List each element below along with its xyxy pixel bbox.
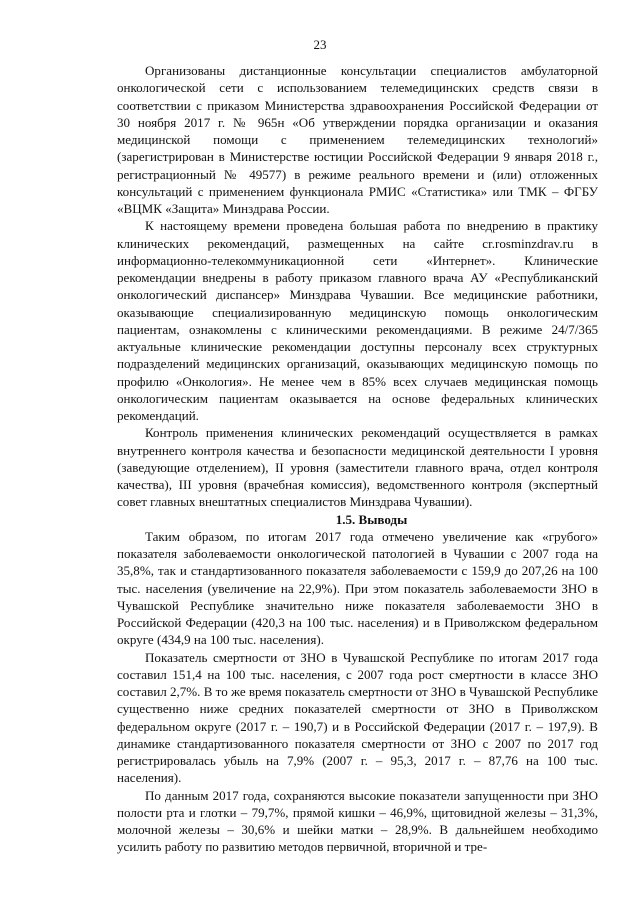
paragraph-mortality: Показатель смертности от ЗНО в Чувашской Республике по итогам 2017 года составил 151,4 на 100 тыс. населения, с 2007 года рост смертности в классе ЗНО составил 2,7%. В то же время показатель смертности от ЗНО в Чувашской Республике существенно ниже средних показателей смертности от ЗНО в Приволжском федеральном округе (2017 г. – 190,7) и в Российской Федерации (2017 г. – 197,9). В динамике стандартизованного показателя смертности от ЗНО с 2007 по 2017 год регистрировалась убыль на 7,9% (2007 г. – 95,3, 2017 г. – 87,76 на 100 тыс. населения). bbox=[117, 649, 598, 786]
paragraph-late-stage: По данным 2017 года, сохраняются высокие показатели запущенности при ЗНО полости рта и глотки – 79,7%, прямой кишки – 46,9%, щитовидной железы – 31,3%, молочной железы – 30,6% и шейки матки – 28,9%. В дальнейшем необходимо усилить работу по развитию методов первичной, вторичной и тре- bbox=[117, 787, 598, 855]
paragraph-clinical-guidelines: К настоящему времени проведена большая работа по внедрению в практику клинических рекомендаций, размещенных на сайте cr.rosminzdrav.ru в информационно-телекоммуникационной сети «Интернет». Клинические рекомендации внедрены в работу приказом главного врача АУ «Республиканский онкологический диспансер» Минздрава Чувашии. Все медицинские работники, оказывающие специализированную медицинскую помощь онкологическим пациентам, ознакомлены с клиническими рекомендациями. В режиме 24/7/365 актуальные клинические рекомендации доступны персоналу всех структурных подразделений медицинских организаций, оказывающих медицинскую помощь по профилю «Онкология». Не менее чем в 85% всех случаев медицинская помощь онкологическим пациентам оказывается на основе федеральных клинических рекомендаций. bbox=[117, 218, 598, 423]
section-heading: 1.5. Выводы bbox=[335, 511, 408, 527]
paragraph-quality-control: Контроль применения клинических рекомендаций осуществляется в рамках внутреннего контроля качества и безопасности медицинской деятельности I уровня (заведующие отделением), II уровня (заместители главного врача, отдел контроля качества), III уровня (врачебная комиссия), ведомственного контроля (экспертный совет главных внештатных специалистов Минздрава Чувашии). bbox=[117, 425, 598, 510]
page-number: 23 bbox=[313, 37, 327, 52]
page-body bbox=[117, 62, 598, 856]
paragraph-telemedicine: Организованы дистанционные консультации специалистов амбулаторной онкологической сети с использованием телемедицинских средств связи в соответствии с приказом Министерства здравоохранения Российской Федерации от 30 ноября 2017 г. № 965н «Об утверждении порядка организации и оказания медицинской помощи с применением телемедицинских технологий» (зарегистрирован в Министерстве юстиции Российской Федерации 9 января 2018 г., регистрационный № 49577) в режиме реального времени и (или) отложенных консультаций с применением функционала РМИС «Статистика» или ТМК – ФГБУ «ВЦМК «Защита» Минздрава России. bbox=[117, 63, 598, 216]
paragraph-incidence: Таким образом, по итогам 2017 года отмечено увеличение как «грубого» показателя заболеваемости онкологической патологией в Чувашии с 2007 года на 35,8%, так и стандартизованного показателя заболеваемости с 159,9 до 207,26 на 100 тыс. населения (увеличение на 22,9%). При этом показатель заболеваемости ЗНО в Чувашской Республике значительно ниже показателя заболеваемости ЗНО в Российской Федерации (420,3 на 100 тыс. населения) и в Приволжском федеральном округе (434,9 на 100 тыс. населения). bbox=[117, 528, 598, 648]
